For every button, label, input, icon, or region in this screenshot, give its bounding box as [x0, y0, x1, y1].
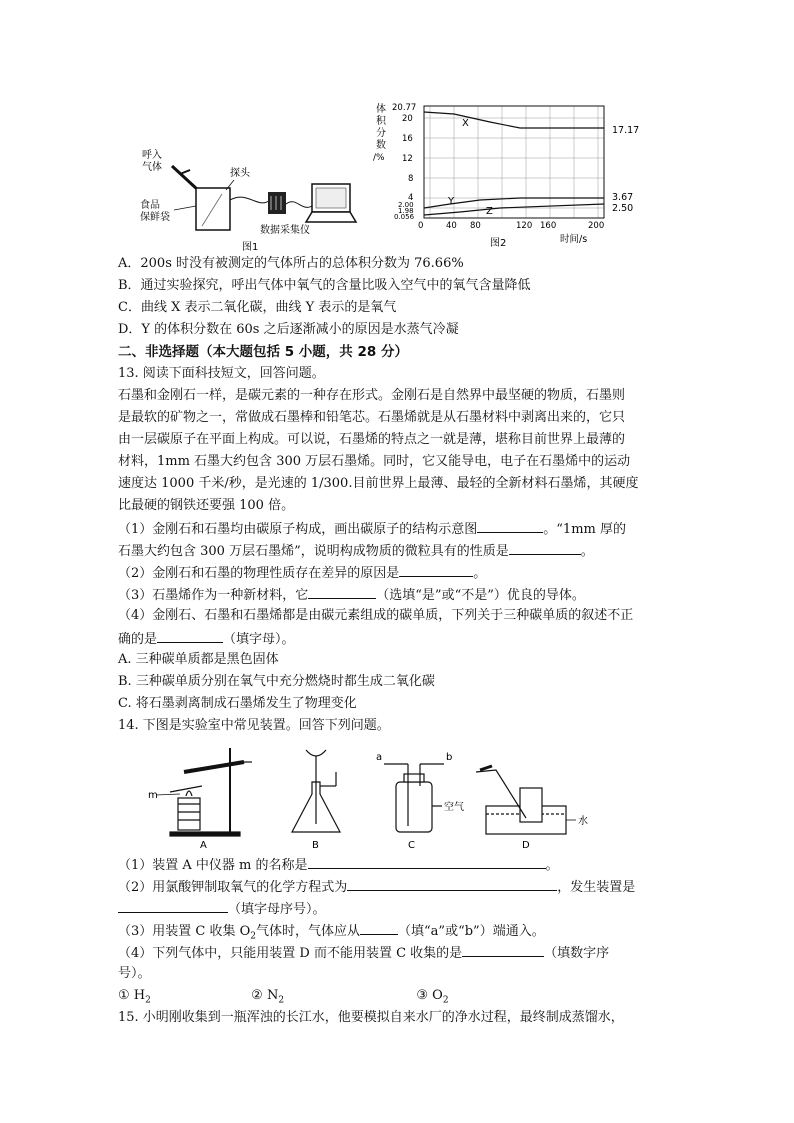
ytick-0.056: 0.056 [394, 213, 415, 221]
q14-part-1-text-a: （1）装置 A 中仪器 m 的名称是 [118, 858, 308, 873]
choice-1-number: ① [118, 988, 130, 1003]
apparatus-label-m: m [148, 790, 158, 801]
q13-part-4-text-c: （填字母）。 [223, 632, 295, 647]
q13-option-c: C. 将石墨剥离制成石墨烯发生了物理变化 [118, 696, 357, 711]
right-value-3.67: 3.67 [612, 192, 634, 203]
q13-part-1-text-d: 。 [580, 544, 594, 559]
q14-part-2-text-c: （填字母序号）。 [228, 902, 326, 917]
q13-part-1-text-b: 。“1mm 厚的 [543, 522, 626, 537]
ytick-12: 12 [402, 154, 413, 164]
q13-blank-4[interactable] [308, 584, 376, 599]
q14-part-2-text-a: （2）用氯酸钾制取氧气的化学方程式为 [118, 880, 348, 895]
q13-part-1-text-a: （1）金刚石和石墨均由碳原子构成，画出碳原子的结构示意图 [118, 522, 478, 537]
apparatus-d [476, 766, 576, 834]
fig1-label-bag-2: 保鲜袋 [140, 212, 170, 223]
q13-part-2-text-a: （2）金刚石和石墨的物理性质存在差异的原因是 [118, 566, 400, 581]
bag-pointer [174, 206, 196, 210]
ylabel-char-4: 数 [376, 140, 386, 151]
q14-apparatus-figure [140, 742, 600, 852]
apparatus-caption-b: B [312, 840, 319, 851]
fig1-label-bag-1: 食品 [140, 200, 160, 211]
q13-part-2-text-b: 。 [473, 566, 487, 581]
q12-option-b: B．通过实验探究，呼出气体中氧气的含量比吸入空气中的氧气含量降低 [118, 278, 531, 293]
q14-part-1-text-b: 。 [545, 858, 559, 873]
choice-1-formula: H [133, 988, 146, 1003]
q13-part-4: （4）金刚石、石墨和石墨烯都是由碳元素组成的碳单质，下列关于三种碳单质的叙述不正 [118, 608, 634, 623]
ytick-20: 20 [402, 114, 413, 124]
ytick-4: 4 [408, 193, 414, 203]
q14-blank-1[interactable] [308, 854, 546, 869]
q12-option-a: A．200s 时没有被测定的气体所占的总体积分数为 76.66% [118, 256, 464, 271]
choice-2-number: ② [251, 988, 263, 1003]
ytick-20.77: 20.77 [392, 103, 417, 113]
q14-blank-3[interactable] [118, 898, 228, 913]
xtick-200: 200 [588, 221, 605, 231]
fig1-label-inhale-2: 气体 [142, 162, 162, 173]
apparatus-b [292, 750, 340, 832]
q14-part-3-text-c: （填“a”或“b”）端通入。 [398, 924, 545, 939]
q14-part-4-text-a: （4）下列气体中，只能用装置 D 而不能用装置 C 收集的是 [118, 946, 463, 961]
q13-blank-5[interactable] [157, 628, 223, 643]
apparatus-caption-d: D [522, 840, 530, 851]
inlet-clip [180, 170, 190, 174]
fig1-label-probe: 探头 [230, 168, 250, 179]
q14-part-2-cont [118, 898, 326, 920]
q14-part-1 [118, 854, 559, 876]
q14-choice-3 [416, 988, 449, 1006]
fig1-label-collector: 数据采集仪 [260, 225, 310, 236]
apparatus-label-b: b [446, 752, 453, 763]
ylabel-char-5: /% [373, 153, 385, 163]
q14-part-4-text-b: （填数字序 [544, 946, 610, 961]
q13-part-4-cont [118, 628, 295, 650]
q14-part-2 [118, 876, 635, 898]
q14-part-4 [118, 942, 609, 964]
laptop-display [316, 188, 346, 208]
section-2-title: 二、非选择题（本大题包括 5 小题，共 28 分） [118, 344, 408, 360]
q14-choice-1 [118, 988, 151, 1006]
apparatus-caption-c: C [408, 840, 415, 851]
choice-2-subscript: 2 [278, 995, 285, 1006]
q13-passage-line-6: 比最硬的钢铁还要强 100 倍。 [118, 498, 295, 513]
apparatus-label-air: 空气 [444, 802, 464, 813]
q14-part-3-text-b: 气体时，气体应从 [256, 924, 361, 939]
figure-1-apparatus [130, 100, 370, 255]
ylabel-char-3: 分 [376, 128, 386, 139]
q12-option-c: C．曲线 X 表示二氧化碳，曲线 Y 表示的是氧气 [118, 300, 397, 315]
q13-passage-line-4: 材料，1mm 石墨大约包含 300 万层石墨烯。同时，它又能导电，电子在石墨烯中的运动 [118, 454, 631, 469]
ytick-1.98: 1.98 [398, 207, 414, 215]
q13-part-2 [118, 562, 486, 584]
q14-choices [118, 986, 449, 1011]
apparatus-caption-a: A [200, 840, 207, 851]
q14-stem: 14. 下图是实验室中常见装置。回答下列问题。 [118, 718, 390, 733]
q13-blank-1[interactable] [477, 518, 543, 533]
xtick-120: 120 [516, 221, 533, 231]
q13-part-1-text-c: 石墨大约包含 300 万层石墨烯”，说明构成物质的微粒具有的性质是 [118, 544, 509, 559]
q14-part-3-subscript: 2 [250, 931, 257, 942]
q13-passage-line-5: 速度达 1000 千米/秒，是光速的 1/300.目前世界上最薄、最轻的全新材料石墨烯，其硬度 [118, 476, 639, 491]
choice-3-number: ③ [416, 988, 428, 1003]
choice-2-formula: N [266, 988, 279, 1003]
q15-stem: 15. 小明刚收集到一瓶浑浊的长江水，他要模拟自来水厂的净水过程，最终制成蒸馏水， [118, 1010, 624, 1025]
apparatus-a [170, 748, 252, 836]
apparatus-c [384, 764, 444, 832]
q13-blank-3[interactable] [399, 562, 473, 577]
q12-option-d: D．Y 的体积分数在 60s 之后逐渐减小的原因是水蒸气冷凝 [118, 322, 459, 337]
fig2-caption: 图2 [490, 238, 507, 249]
right-value-17.17: 17.17 [612, 125, 640, 136]
laptop-base [306, 212, 356, 222]
fig1-caption: 图1 [242, 242, 259, 253]
curve-label-x: X [462, 118, 469, 129]
q13-part-4-text-b: 确的是 [118, 632, 158, 647]
q14-blank-5[interactable] [462, 942, 544, 957]
fig1-label-inhale-1: 呼入 [142, 150, 162, 161]
choice-3-subscript: 2 [442, 995, 449, 1006]
q13-part-3-text-a: （3）石墨烯作为一种新材料，它 [118, 588, 309, 603]
q13-option-b: B. 三种碳单质分别在氧气中充分燃烧时都生成二氧化碳 [118, 674, 435, 689]
label-m-pointer [156, 794, 180, 795]
ylabel-char-1: 体 [376, 104, 386, 115]
q13-part-3 [118, 584, 585, 606]
q13-passage-line-3: 由一层碳原子在平面上构成。可以说，石墨烯的特点之一就是薄，堪称目前世界上最薄的 [118, 432, 626, 447]
choice-3-formula: O [432, 988, 443, 1003]
fig2-xlabel: 时间/s [560, 234, 588, 245]
ylabel-char-2: 积 [376, 116, 386, 127]
q13-blank-2[interactable] [509, 540, 581, 555]
q13-part-1-cont [118, 540, 594, 562]
curve-label-z: Z [486, 206, 493, 217]
q13-passage-line-2: 是最软的矿物之一，常做成石墨棒和铅笔芯。石墨烯就是从石墨材料中剥离出来的，它只 [118, 410, 626, 425]
xtick-40: 40 [446, 221, 457, 231]
probe-cable [230, 197, 270, 203]
laptop-cable [286, 202, 312, 208]
q13-part-1 [118, 518, 626, 540]
q13-stem: 13. 阅读下面科技短文，回答问题。 [118, 366, 325, 381]
figure-2-graph [370, 100, 650, 255]
q13-option-a: A. 三种碳单质都是黑色固体 [118, 652, 279, 667]
inlet-tube [172, 166, 198, 190]
q14-part-2-text-b: ，发生装置是 [557, 880, 636, 895]
q14-blank-2[interactable] [347, 876, 557, 891]
q14-part-4-cont: 号）。 [118, 966, 151, 981]
q14-part-3-text-a: （3）用装置 C 收集 O [118, 924, 251, 939]
ytick-16: 16 [402, 134, 413, 144]
xtick-160: 160 [540, 221, 557, 231]
ytick-0: 0 [418, 221, 424, 231]
q14-choice-2 [251, 988, 285, 1006]
xtick-80: 80 [470, 221, 481, 231]
curve-x [424, 112, 604, 128]
choice-1-subscript: 2 [145, 995, 151, 1006]
q13-passage-line-1: 石墨和金刚石一样，是碳元素的一种存在形式。金刚石是自然界中最坚硬的物质，石墨则 [118, 388, 626, 403]
ytick-8: 8 [408, 174, 414, 184]
apparatus-label-a: a [376, 752, 383, 763]
q14-blank-4[interactable] [360, 920, 398, 935]
right-value-2.50: 2.50 [612, 203, 634, 214]
q13-part-3-text-b: （选填“是”或“不是”）优良的导体。 [376, 588, 585, 603]
ytick-2.00: 2.00 [398, 201, 414, 209]
curve-label-y: Y [448, 196, 455, 207]
apparatus-label-water: 水 [578, 816, 588, 827]
